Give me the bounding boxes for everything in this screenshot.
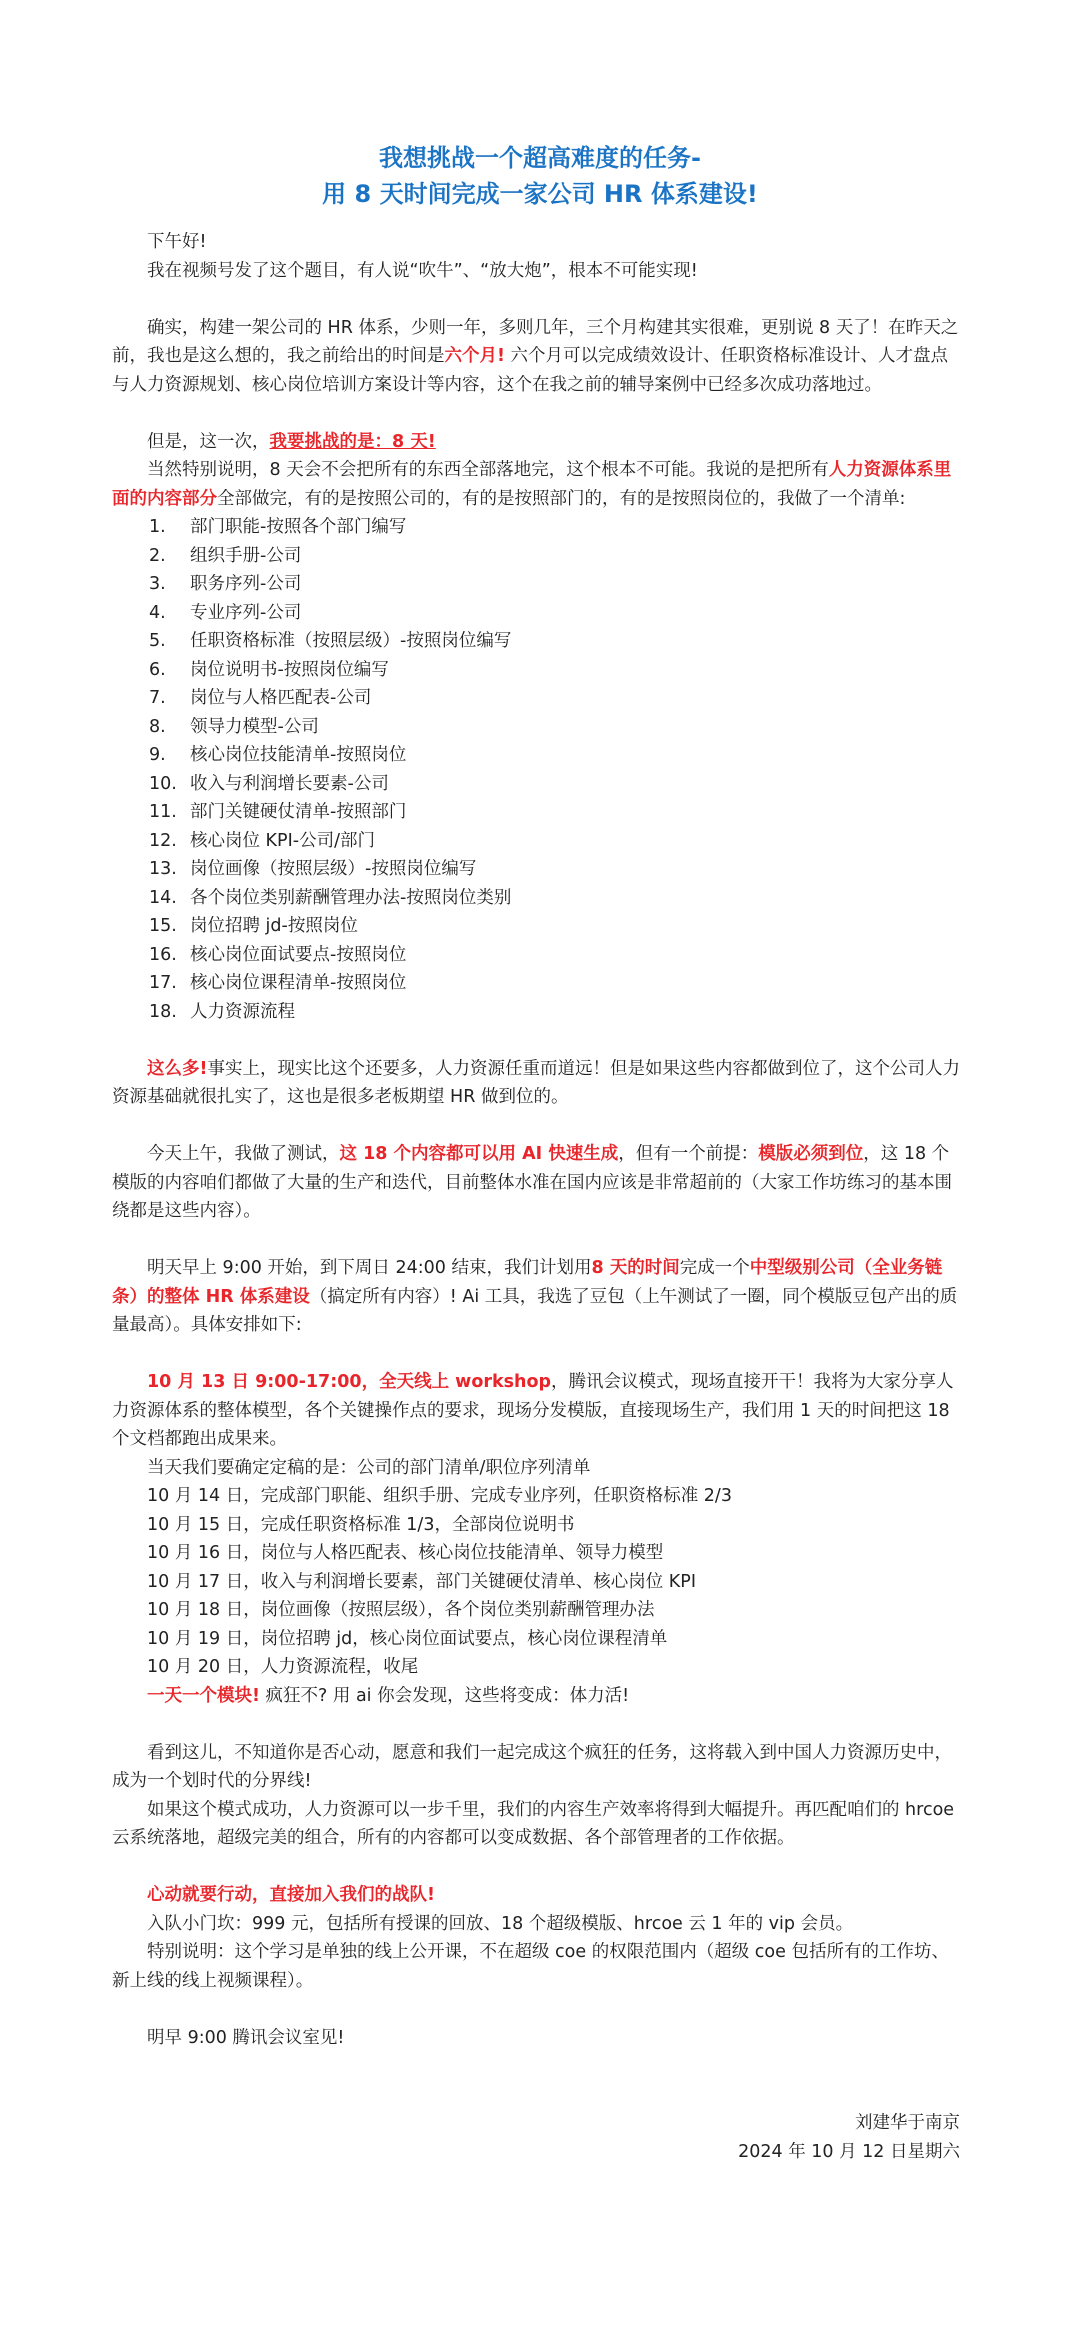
greeting: 下午好!: [147, 232, 207, 252]
list-item: [112, 912, 960, 941]
paragraph-text: （搞定所有内容）! Ai 工具，我选了豆包（上午测试了一圈，同个模版豆包产出的质量最高）。具体安排如下:: [112, 1286, 958, 1335]
list-item-number: 3.: [149, 574, 166, 594]
paragraph-difficulty: [112, 314, 960, 400]
list-item: [112, 542, 960, 571]
paragraph-text: ，但有一个前提：: [618, 1144, 759, 1164]
list-item-number: 15.: [149, 916, 177, 936]
list-item: [112, 599, 960, 628]
list-item-text: 领导力模型-公司: [190, 716, 319, 737]
schedule-day: 10 月 18 日，岗位画像（按照层级），各个岗位类别薪酬管理办法: [147, 1600, 655, 1620]
list-item-number: 13.: [149, 859, 177, 879]
signature-date: 2024 年 10 月 12 日星期六: [738, 2141, 960, 2162]
document-title: [0, 140, 1080, 212]
list-item-text: 核心岗位技能清单-按照岗位: [190, 745, 407, 765]
schedule-end: [112, 1682, 960, 1711]
schedule-day: 10 月 17 日，收入与利润增长要素，部门关键硬仗清单、核心岗位 KPI: [147, 1571, 696, 1592]
list-item: [112, 741, 960, 770]
list-item-number: 14.: [149, 887, 177, 908]
list-item-text: 任职资格标准（按照层级）-按照岗位编写: [190, 631, 512, 651]
list-item-text: 核心岗位面试要点-按照岗位: [190, 944, 407, 965]
paragraph-text: 当然特别说明，8 天会不会把所有的东西全部落地完，这个根本不可能。我说的是把所有: [147, 460, 829, 480]
paragraph-challenge: [112, 428, 960, 457]
title-line-2: 用 8 天时间完成一家公司 HR 体系建设!: [322, 180, 758, 208]
highlight-one-module: 一天一个模块!: [147, 1685, 260, 1706]
document-body: [112, 228, 960, 2166]
list-item-text: 专业序列-公司: [190, 602, 302, 623]
list-item-text: 组织手册-公司: [190, 545, 302, 566]
paragraph-plan: [112, 1254, 960, 1340]
list-item: [112, 941, 960, 970]
list-item-number: 8.: [149, 716, 166, 737]
intro-paragraph: 我在视频号发了这个题目，有人说“吹牛”、“放大炮”，根本不可能实现!: [147, 260, 698, 281]
list-item: [112, 855, 960, 884]
paragraph-text: 完成一个: [679, 1258, 750, 1278]
paragraph-success: 如果这个模式成功，人力资源可以一步千里，我们的内容生产效率将得到大幅提升。再匹配咱们的 hrcoe 云系统落地，超级完美的组合，所有的内容都可以变成数据、各个部管理者的工作依据。: [112, 1799, 955, 1848]
deliverables-list: [112, 513, 960, 1026]
list-item: [112, 998, 960, 1027]
list-item: [112, 656, 960, 685]
highlight-company-hr: 中型级别公司（全业务链条）的整体 HR 体系建设: [112, 1258, 943, 1307]
list-item-number: 12.: [149, 830, 177, 851]
list-item-text: 岗位说明书-按照岗位编写: [190, 659, 389, 680]
list-item-number: 6.: [149, 659, 166, 680]
list-item: [112, 513, 960, 542]
paragraph-text: 但是，这一次，: [147, 431, 270, 452]
highlight-six-months: 六个月!: [444, 346, 505, 366]
highlight-eight-days: 我要挑战的是：8 天!: [269, 431, 436, 452]
paragraph-text: 事实上，现实比这个还要多，人力资源任重而道远！但是如果这些内容都做到位了，这个公司人力资源基础就很扎实了，这也是很多老板期望 HR 做到位的。: [112, 1058, 960, 1107]
list-item-number: 17.: [149, 973, 177, 993]
schedule-day: 10 月 14 日，完成部门职能、组织手册、完成专业序列，任职资格标准 2/3: [147, 1486, 732, 1506]
schedule-day: 10 月 19 日，岗位招聘 jd，核心岗位面试要点，核心岗位课程清单: [147, 1628, 668, 1649]
list-item-number: 2.: [149, 545, 166, 566]
highlight-so-much: 这么多!: [147, 1058, 208, 1079]
list-item-text: 人力资源流程: [190, 1001, 295, 1022]
schedule-day: 当天我们要确定定稿的是：公司的部门清单/职位序列清单: [147, 1457, 591, 1478]
schedule-lead: [112, 1368, 960, 1454]
list-item: [112, 798, 960, 827]
list-item-text: 核心岗位 KPI-公司/部门: [190, 830, 375, 851]
list-item-text: 岗位画像（按照层级）-按照岗位编写: [190, 859, 477, 879]
list-item-number: 11.: [149, 802, 177, 822]
list-item-number: 1.: [149, 517, 166, 537]
closing-line: 明早 9:00 腾讯会议室见!: [147, 2027, 345, 2048]
list-item-text: 各个岗位类别薪酬管理办法-按照岗位类别: [190, 887, 512, 908]
list-item-number: 7.: [149, 688, 166, 708]
schedule-list: [112, 1454, 960, 1682]
paragraph-invite: 看到这儿，不知道你是否心动，愿意和我们一起完成这个疯狂的任务，这将载入到中国人力资源历史中，成为一个划时代的分界线!: [112, 1742, 952, 1791]
list-item-number: 4.: [149, 602, 166, 623]
title-line-1: 我想挑战一个超高难度的任务-: [379, 144, 701, 172]
list-item-number: 16.: [149, 944, 177, 965]
list-item: [112, 684, 960, 713]
list-item-text: 部门职能-按照各个部门编写: [190, 517, 407, 537]
schedule-day: 10 月 16 日，岗位与人格匹配表、核心岗位技能清单、领导力模型: [147, 1543, 664, 1563]
schedule-day: 10 月 15 日，完成任职资格标准 1/3，全部岗位说明书: [147, 1514, 575, 1535]
list-item: [112, 627, 960, 656]
paragraph-so-much: [112, 1055, 960, 1112]
highlight-workshop: 10 月 13 日 9:00-17:00，全天线上 workshop: [147, 1372, 552, 1392]
list-item: [112, 969, 960, 998]
paragraph-text: 明天早上 9:00 开始，到下周日 24:00 结束，我们计划用: [147, 1258, 592, 1278]
list-item-text: 岗位与人格匹配表-公司: [190, 688, 372, 708]
list-item-text: 部门关键硬仗清单-按照部门: [190, 802, 407, 822]
list-item-text: 职务序列-公司: [190, 574, 302, 594]
signature-name: 刘建华于南京: [855, 2113, 960, 2133]
paragraph-text: 今天上午，我做了测试，: [147, 1144, 340, 1164]
list-item-number: 9.: [149, 745, 166, 765]
paragraph-text: ，腾讯会议模式，现场直接开干！我将为大家分享人力资源体系的整体模型，各个关键操作点的要求，现场分发模版，直接现场生产，我们用 1 天的时间把这 18 个文档都跑出成果来。: [112, 1372, 954, 1449]
paragraph-text: 确实，构建一架公司的 HR 体系，少则一年，多则几年，三个月构建其实很难，更别说 8 天了！在昨天之前，我也是这么想的，我之前给出的时间是: [112, 317, 959, 366]
paragraph-text: 全部做完，有的是按照公司的，有的是按照部门的，有的是按照岗位的，我做了一个清单:: [217, 488, 906, 509]
highlight-eight-days-time: 8 天的时间: [591, 1258, 680, 1278]
paragraph-test: [112, 1140, 960, 1226]
list-item-number: 18.: [149, 1001, 177, 1022]
paragraph-scope: [112, 456, 960, 513]
list-item: [112, 884, 960, 913]
list-item-number: 5.: [149, 631, 166, 651]
cta-heading: 心动就要行动，直接加入我们的战队!: [147, 1885, 435, 1905]
paragraph-text: 疯狂不? 用 ai 你会发现，这些将变成：体力活!: [259, 1685, 630, 1706]
list-item: [112, 713, 960, 742]
paragraph-text: 六个月可以完成绩效设计、任职资格标准设计、人才盘点与人力资源规划、核心岗位培训方案设计等内容，这个在我之前的辅导案例中已经多次成功落地过。: [112, 346, 949, 395]
paragraph-text: ，这 18 个模版的内容咱们都做了大量的生产和迭代，目前整体水准在国内应该是非常超前的（大家工作坊练习的基本围绕都是这些内容）。: [112, 1144, 952, 1221]
cta-price: 入队小门坎：999 元，包括所有授课的回放、18 个超级模版、hrcoe 云 1 年的 vip 会员。: [147, 1913, 854, 1934]
list-item-text: 岗位招聘 jd-按照岗位: [190, 916, 358, 936]
cta-note: 特别说明：这个学习是单独的线上公开课，不在超级 coe 的权限范围内（超级 coe 包括所有的工作坊、新上线的线上视频课程）。: [112, 1942, 949, 1991]
highlight-ai-generation: 这 18 个内容都可以用 AI 快速生成: [339, 1144, 619, 1164]
highlight-template: 模版必须到位: [758, 1144, 864, 1164]
list-item-text: 核心岗位课程清单-按照岗位: [190, 973, 407, 993]
list-item: [112, 570, 960, 599]
list-item: [112, 770, 960, 799]
list-item-number: 10.: [149, 773, 177, 794]
list-item-text: 收入与利润增长要素-公司: [190, 773, 389, 794]
schedule-day: 10 月 20 日，人力资源流程，收尾: [147, 1657, 419, 1677]
highlight-hr-content: 人力资源体系里面的内容部分: [112, 460, 952, 509]
list-item: [112, 827, 960, 856]
